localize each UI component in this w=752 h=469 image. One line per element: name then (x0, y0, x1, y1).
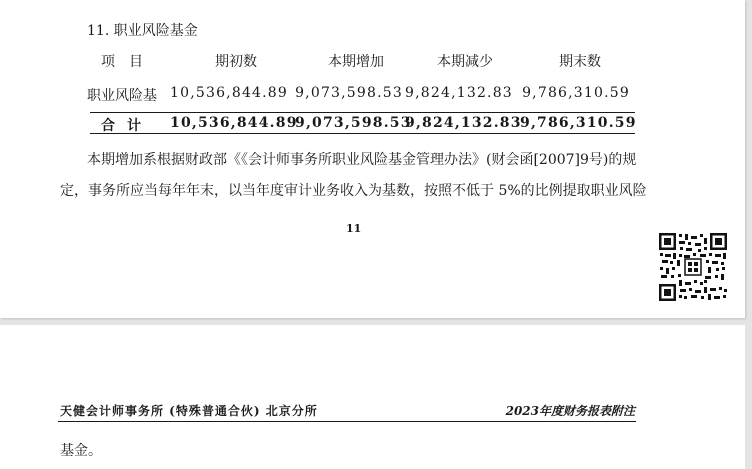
table-total-begin: 10,536,844.89 (170, 115, 298, 131)
header-firm-name: 天健会计师事务所 (特殊普通合伙) 北京分所 (60, 404, 318, 418)
table-header-item: 项目 (101, 54, 157, 70)
paragraph-continuation: 基金。 (60, 443, 102, 459)
table-total-decrease: 9,824,132.83 (405, 115, 522, 131)
table-row-label: 职业风险基 (87, 88, 157, 104)
table-header-increase: 本期增加 (328, 54, 384, 70)
table-cell-increase: 9,073,598.53 (295, 85, 403, 101)
table-rule-top (90, 112, 635, 113)
table-total-increase: 9,073,598.53 (295, 115, 412, 131)
table-total-label: 合计 (101, 118, 153, 134)
table-total-end: 9,786,310.59 (520, 115, 637, 131)
document-page-next (0, 325, 745, 469)
paragraph-line-1: 本期增加系根据财政部《《会计师事务所职业风险基金管理办法》(财会函[2007]9号)的规 (87, 152, 637, 168)
table-cell-decrease: 9,824,132.83 (405, 85, 513, 101)
header-report-title: 2023年度财务报表附注 (505, 404, 635, 418)
paragraph-line-2: 定，事务所应当每年年末，以当年度审计业务收入为基数，按照不低于 5%的比例提取职业风险 (60, 183, 647, 199)
page-number: 11 (346, 222, 362, 235)
table-rule-bottom (90, 133, 635, 134)
table-header-begin: 期初数 (215, 54, 257, 70)
header-rule (58, 421, 636, 422)
table-header-decrease: 本期减少 (437, 54, 493, 70)
section-title: 11. 职业风险基金 (87, 23, 198, 39)
table-cell-end: 9,786,310.59 (522, 85, 630, 101)
table-cell-begin: 10,536,844.89 (170, 85, 289, 101)
table-header-end: 期末数 (559, 54, 601, 70)
qr-code-icon (658, 232, 728, 302)
